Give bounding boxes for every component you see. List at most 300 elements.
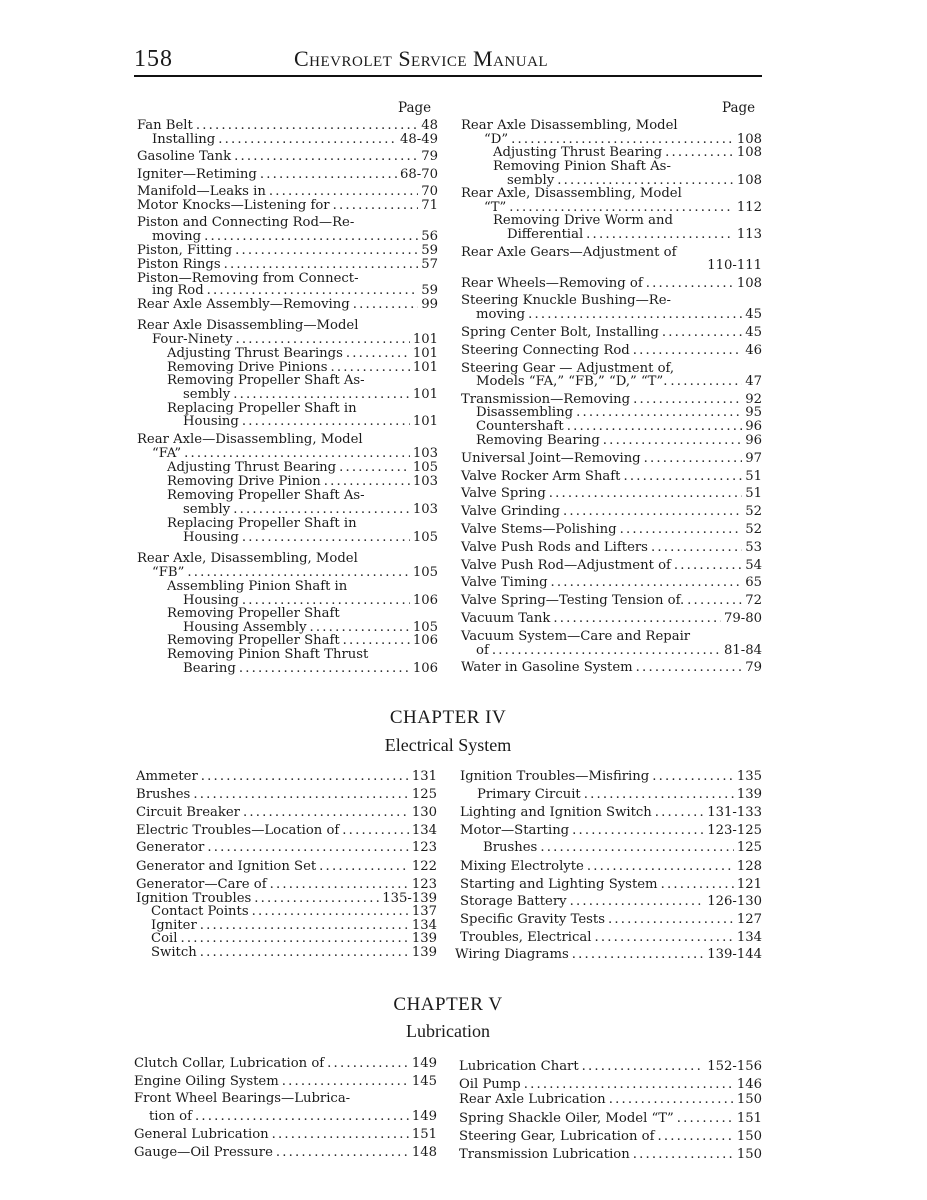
entry-page: 150 [736,1092,762,1107]
dot-leader [549,487,742,501]
index-entry [134,1146,437,1160]
dot-leader [324,475,410,489]
index-entry [461,344,762,358]
dot-leader [633,393,742,407]
page-column-label-left: Page [398,100,432,116]
entry-page: 52 [745,504,762,519]
index-entry [136,878,437,892]
entry-page: 72 [745,593,762,608]
dot-leader [553,612,721,626]
entry-page: 71 [421,198,438,213]
dot-leader [207,284,419,298]
dot-leader [242,531,410,545]
entry-title: General Lubrication [134,1127,269,1142]
entry-title: Adjusting Thrust Bearing [167,460,337,475]
entry-title: Adjusting Thrust Bearing [493,145,663,160]
entry-page: 127 [736,912,762,927]
entry-page: 106 [412,633,438,648]
entry-page: 137 [411,904,437,919]
index-entry-line: Steering Gear — Adjustment of, [461,361,675,376]
index-entry [461,277,762,291]
dot-leader [184,447,410,461]
dot-leader [343,634,410,648]
entry-page: 45 [745,307,762,322]
entry-title: Transmission Lubrication [459,1147,630,1162]
entry-page: 139 [411,945,437,960]
entry-title: Valve Push Rods and Lifters [461,540,648,555]
index-entry [151,946,437,960]
entry-page: 79-80 [723,611,762,626]
dot-leader [233,388,410,402]
entry-title: Rear Wheels—Removing of [461,276,643,291]
entry-page: 105 [412,460,438,475]
dot-leader [677,1112,734,1126]
entry-page: 151 [736,1111,762,1126]
index-entry [151,932,437,946]
entry-title: Starting and Lighting System [460,877,658,892]
index-entry [460,878,762,892]
entry-title: Valve Rocker Arm Shaft [461,469,621,484]
entry-title: Four-Ninety [152,332,233,347]
entry-page: 47 [745,374,762,389]
index-entry-line: Replacing Propeller Shaft in [167,401,357,416]
entry-page: 139 [411,931,437,946]
entry-page: 152-156 [707,1059,762,1074]
entry-title: Water in Gasoline System [461,660,633,675]
entry-page: 101 [412,346,438,361]
entry-title: Piston Rings [137,257,221,272]
entry-title: Mixing Electrolyte [460,859,584,874]
entry-title: Valve Push Rod—Adjustment of [461,558,671,573]
index-entry [461,470,762,484]
entry-title: sembly [183,387,231,402]
index-entry [460,931,762,945]
index-entry-line: Piston and Connecting Rod—Re- [137,215,355,230]
entry-page: 146 [736,1077,762,1092]
index-entry [183,415,438,429]
index-entry [183,388,438,402]
entry-page: 97 [745,451,762,466]
entry-title: Fan Belt [137,118,193,133]
entry-page: 92 [745,392,762,407]
page-header [134,44,762,74]
index-entry [461,487,762,501]
index-entry [152,333,438,347]
dot-leader [662,326,742,340]
entry-page: 70 [421,184,438,199]
entry-page: 148 [411,1145,437,1160]
index-entry [461,559,762,573]
entry-title: sembly [507,173,555,188]
entry-title: moving [476,307,526,322]
entry-page: 101 [412,387,438,402]
dot-leader [670,375,742,389]
index-entry [459,1130,762,1144]
dot-leader [196,119,418,133]
entry-title: Housing Assembly [183,620,307,635]
index-entry [461,594,762,608]
index-entry [460,806,762,820]
dot-leader [608,913,734,927]
entry-page: 99 [421,297,438,312]
index-entry [461,541,762,555]
entry-page: 59 [421,283,438,298]
dot-leader [254,892,379,906]
index-entry [152,447,438,461]
entry-page: 56 [421,229,438,244]
dot-leader [180,932,408,946]
entry-title: “FA” [152,446,182,461]
entry-title: Gasoline Tank [137,149,232,164]
entry-title: Storage Battery [460,894,567,909]
dot-leader [633,344,742,358]
entry-page: 131-133 [707,805,762,820]
dot-leader [252,905,409,919]
index-entry [460,913,762,927]
entry-title: Valve Grinding [461,504,560,519]
entry-title: Lighting and Ignition Switch [460,805,652,820]
index-entry [167,634,438,648]
entry-title: moving [152,229,202,244]
dot-leader [646,277,734,291]
dot-leader [319,860,409,874]
dot-leader [572,824,704,838]
dot-leader [207,841,408,855]
index-entry [134,1057,437,1071]
entry-page: 131 [411,769,437,784]
index-entry [149,1110,437,1124]
entry-title: Gauge—Oil Pressure [134,1145,273,1160]
entry-page: 122 [411,859,437,874]
entry-page: 106 [412,593,438,608]
dot-leader [195,1110,409,1124]
entry-title: Brushes [136,787,191,802]
index-entry-line: Removing Propeller Shaft As- [167,488,365,503]
entry-title: Oil Pump [459,1077,521,1092]
header-rule [134,75,762,77]
index-entry [455,948,762,962]
dot-leader [200,919,409,933]
entry-page: 149 [411,1109,437,1124]
index-entry [152,230,438,244]
entry-title: Contact Points [151,904,249,919]
index-entry-line: Removing Pinion Shaft Thrust [167,647,369,662]
entry-page: 59 [421,243,438,258]
entry-page: 135 [736,769,762,784]
entry-page: 105 [412,620,438,635]
dot-leader [187,566,410,580]
entry-title: Rear Axle Assembly—Removing [137,297,350,312]
dot-leader [270,878,409,892]
dot-leader [224,258,419,272]
dot-leader [200,946,409,960]
entry-page: 103 [412,474,438,489]
entry-page: 105 [412,530,438,545]
entry-title: Housing [183,530,239,545]
entry-page: 108 [736,276,762,291]
index-entry-line: Replacing Propeller Shaft in [167,516,357,531]
index-entry [461,452,762,466]
entry-title: Removing Propeller Shaft [167,633,340,648]
entry-page: 125 [411,787,437,802]
entry-title: Troubles, Electrical [460,930,592,945]
entry-title: Removing Drive Pinion [167,474,321,489]
entry-title: Generator [136,840,205,855]
entry-title: Brushes [483,840,538,855]
entry-title: Igniter—Retiming [137,167,257,182]
index-entry-line: Removing Pinion Shaft As- [493,159,671,174]
dot-leader [353,298,419,312]
index-entry [134,1075,437,1089]
dot-leader [243,806,409,820]
entry-title: Switch [151,945,197,960]
entry-page: 151 [411,1127,437,1142]
index-entry-line: Removing Propeller Shaft As- [167,373,365,388]
dot-leader [652,770,734,784]
entry-title: Electric Troubles—Location of [136,823,340,838]
entry-page: 128 [736,859,762,874]
entry-title: “FB” [152,565,185,580]
index-entry [136,770,437,784]
entry-title: Removing Drive Pinions [167,360,328,375]
book-title: Chevrolet Service Manual [294,46,549,71]
entry-page: 101 [412,414,438,429]
index-entry [136,824,437,838]
dot-leader [582,1060,705,1074]
index-entry [459,1093,762,1107]
index-entry [183,503,438,517]
entry-page: 108 [736,132,762,147]
dot-leader [633,1148,734,1162]
entry-title: Generator and Ignition Set [136,859,317,874]
index-entry [137,150,438,164]
chapter-4-subtitle: Electrical System [384,735,512,755]
dot-leader [620,523,743,537]
entry-title: Specific Gravity Tests [460,912,605,927]
dot-leader [655,806,704,820]
index-entry [477,788,762,802]
entry-title: Ignition Troubles—Misfiring [460,769,650,784]
index-entry-line: Steering Knuckle Bushing—Re- [461,293,671,308]
index-entry [461,326,762,340]
entry-title: Circuit Breaker [136,805,240,820]
entry-title: Igniter [151,918,197,933]
entry-page: 68-70 [399,167,438,182]
entry-title: Vacuum Tank [461,611,551,626]
dot-leader [563,505,742,519]
dot-leader [687,594,742,608]
entry-page: 123 [411,877,437,892]
index-entry [152,284,438,298]
dot-leader [269,185,418,199]
entry-title: Adjusting Thrust Bearings [167,346,343,361]
entry-page: 121 [736,877,762,892]
dot-leader [603,434,742,448]
entry-title: Models “FA,” “FB,” “D,” “T”. [476,374,668,389]
index-entry [507,228,762,242]
dot-leader [242,415,410,429]
dot-leader [587,860,734,874]
dot-leader [233,503,410,517]
entry-title: Generator—Care of [136,877,267,892]
entry-page: 150 [736,1147,762,1162]
index-entry-line: Rear Axle Disassembling—Model [137,318,359,333]
index-entry [183,531,438,545]
entry-page: 51 [745,486,762,501]
dot-leader [661,878,734,892]
entry-page: 96 [745,419,762,434]
index-entry [137,119,438,133]
index-entry [459,1078,762,1092]
chapter-5-subtitle: Lubrication [406,1021,490,1041]
entry-title: Rear Axle Lubrication [459,1092,606,1107]
entry-title: Clutch Collar, Lubrication of [134,1056,325,1071]
index-entry [136,806,437,820]
entry-title: Motor Knocks—Listening for [137,198,330,213]
index-entry [152,566,438,580]
entry-title: Spring Shackle Oiler, Model “T” [459,1111,674,1126]
dot-leader [342,824,409,838]
entry-title: Steering Connecting Rod [461,343,630,358]
entry-title: Transmission—Removing [461,392,631,407]
entry-page: 45 [745,325,762,340]
entry-page: 108 [736,173,762,188]
entry-title: Countershaft [476,419,564,434]
dot-leader [339,461,410,475]
entry-page: 125 [736,840,762,855]
entry-title: Removing Bearing [476,433,600,448]
entry-title: Valve Spring—Testing Tension of. [461,593,685,608]
entry-title: Housing [183,593,239,608]
entry-page: 106 [412,661,438,676]
index-entry [476,420,762,434]
index-entry [134,1128,437,1142]
entry-page: 130 [411,805,437,820]
entry-page: 145 [411,1074,437,1089]
index-entry-line: Removing Drive Worm and [493,213,673,228]
dot-leader [239,662,410,676]
index-entry-line: Rear Axle—Disassembling, Model [137,432,363,447]
entry-page: 79 [745,660,762,675]
dot-leader [572,948,704,962]
entry-page: 81-84 [723,643,762,658]
entry-title: Steering Gear, Lubrication of [459,1129,655,1144]
entry-page: 57 [421,257,438,272]
dot-leader [657,1130,733,1144]
index-entry [459,1148,762,1162]
entry-title: Wiring Diagrams [455,947,569,962]
dot-leader [218,133,397,147]
page-column-label-right: Page [722,100,756,116]
entry-page: 48 [421,118,438,133]
index-entry [137,199,438,213]
entry-title: Coil [151,931,178,946]
dot-leader [576,406,742,420]
index-entry [460,770,762,784]
entry-title: Bearing [183,661,236,676]
index-entry-line: Rear Axle, Disassembling, Model [461,186,682,201]
dot-leader [584,788,734,802]
index-entry-line: Rear Axle Gears—Adjustment of [461,245,677,260]
entry-page: 103 [412,446,438,461]
index-entry [460,895,762,909]
entry-page: 126-130 [707,894,762,909]
entry-title: Primary Circuit [477,787,581,802]
entry-title: Valve Spring [461,486,546,501]
index-entry [152,133,438,147]
dot-leader [234,150,418,164]
entry-page: 149 [411,1056,437,1071]
index-entry [136,860,437,874]
page-number: 158 [134,46,173,72]
dot-leader [201,770,409,784]
entry-page: 52 [745,522,762,537]
index-entry-line: Piston—Removing from Connect- [137,271,359,286]
dot-leader [204,230,418,244]
dot-leader [540,841,734,855]
index-entry [151,919,437,933]
entry-page: 48-49 [399,132,438,147]
dot-leader [193,788,409,802]
entry-page: 95 [745,405,762,420]
index-entry-line: Front Wheel Bearings—Lubrica- [134,1091,351,1106]
dot-leader [260,168,397,182]
dot-leader [272,1128,409,1142]
entry-title: ing Rod [152,283,204,298]
entry-page: 51 [745,469,762,484]
entry-page: 101 [412,360,438,375]
entry-page: 108 [736,145,762,160]
index-entry [167,475,438,489]
index-entry [459,1060,762,1074]
entry-page: 79 [421,149,438,164]
chapter-4-heading: CHAPTER IV [389,707,507,728]
entry-page: 101 [412,332,438,347]
entry-page: 134 [411,918,437,933]
index-entry [493,146,762,160]
index-entry [461,505,762,519]
entry-title: Ammeter [136,769,198,784]
entry-page: 103 [412,502,438,517]
dot-leader [665,146,734,160]
entry-title: Disassembling [476,405,574,420]
index-entry [461,661,762,675]
index-entry [167,461,438,475]
index-entry [167,347,438,361]
entry-page: 134 [736,930,762,945]
dot-leader [235,333,409,347]
dot-leader [528,308,742,322]
dot-leader [276,1146,409,1160]
entry-page: 112 [736,200,762,215]
index-entry [460,860,762,874]
entry-title: Housing [183,414,239,429]
entry-title: Engine Oiling System [134,1074,279,1089]
entry-title: Motor—Starting [460,823,570,838]
entry-page: 135-139 [382,891,437,906]
entry-title: of [476,643,489,658]
entry-title: Valve Timing [461,575,548,590]
entry-page: 139-144 [707,947,762,962]
chapter-5-heading: CHAPTER V [393,994,503,1015]
dot-leader [594,931,733,945]
dot-leader [609,1093,734,1107]
entry-title: Lubrication Chart [459,1059,579,1074]
dot-leader [636,661,743,675]
entry-page: 139 [736,787,762,802]
dot-leader [586,228,734,242]
index-entry-line: 110-111 [707,258,762,273]
